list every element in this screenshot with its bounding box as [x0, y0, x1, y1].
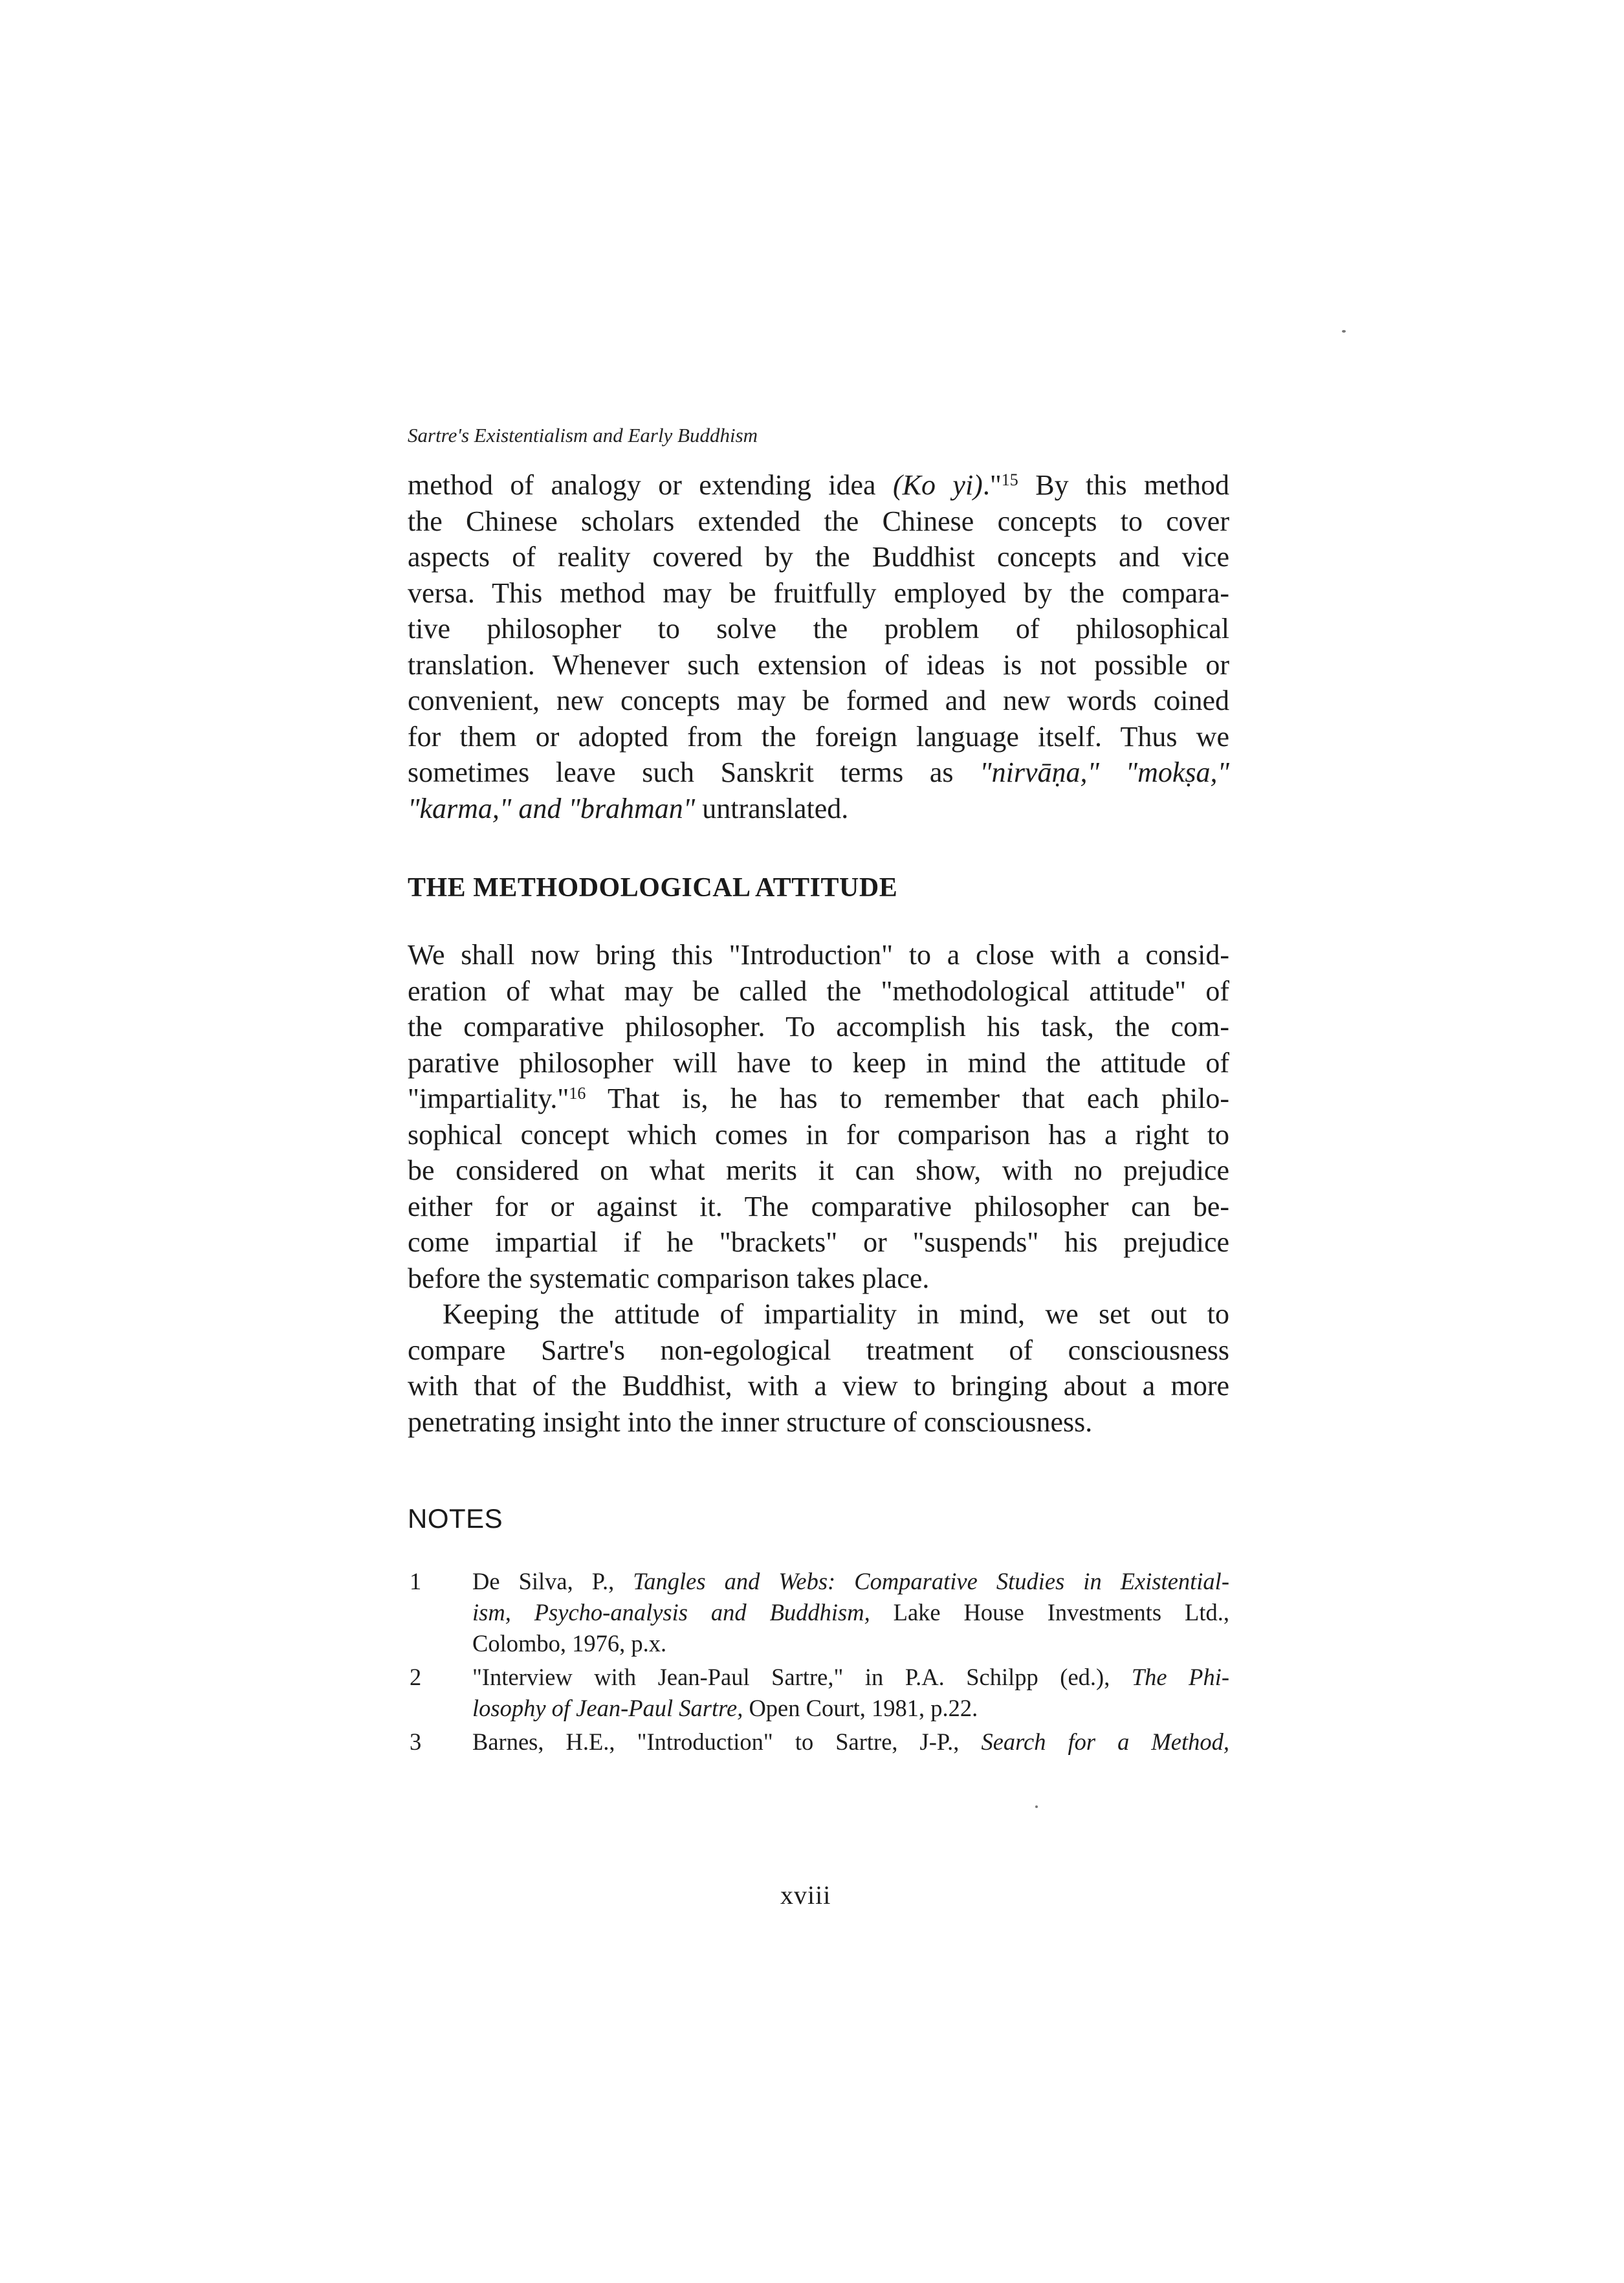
note-body: [472, 1566, 1229, 1659]
note-line: De Silva, P., Tangles and Webs: Comparative Studies in Existential-: [472, 1568, 1229, 1594]
notes-list: [408, 1566, 1229, 1760]
note-item: [408, 1566, 1229, 1659]
text-line: method of analogy or extending idea (Ko yi)."$^{15}$ By this method: [408, 469, 1229, 501]
text-line: come impartial if he "brackets" or "suspends" his prejudice: [408, 1226, 1229, 1258]
note-line: Barnes, H.E., "Introduction" to Sartre, J-P., Search for a Method,: [472, 1728, 1230, 1755]
scan-speck: [1035, 1805, 1038, 1808]
paragraph-methodological-attitude: [408, 937, 1229, 1296]
note-line: "Interview with Jean-Paul Sartre," in P.A. Schilpp (ed.), The Phi-: [472, 1664, 1230, 1690]
text-line: the Chinese scholars extended the Chinese concepts to cover: [408, 505, 1229, 537]
page-number: xviii: [780, 1880, 831, 1910]
text-line: sometimes leave such Sanskrit terms as "nirvāṇa," "mokṣa,": [408, 756, 1229, 788]
text-line: parative philosopher will have to keep in mind the attitude of: [408, 1046, 1229, 1079]
running-head: Sartre's Existentialism and Early Buddhism: [408, 424, 758, 447]
text-line: the comparative philosopher. To accomplish his task, the com-: [408, 1011, 1229, 1042]
text-line: "karma," and "brahman" untranslated.: [408, 792, 849, 824]
note-item: [408, 1662, 1229, 1724]
text-line: with that of the Buddhist, with a view to bringing about a more: [408, 1370, 1229, 1402]
note-item: [408, 1726, 1229, 1758]
text-line: tive philosopher to solve the problem of philosophical: [408, 613, 1229, 645]
text-line: be considered on what merits it can show, with no prejudice: [408, 1154, 1229, 1186]
footnote-ref-15[interactable]: 15: [1001, 470, 1018, 489]
scan-speck: [1342, 330, 1346, 333]
text-line: before the systematic comparison takes place.: [408, 1262, 930, 1294]
note-number: 2: [410, 1664, 422, 1690]
notes-heading: NOTES: [408, 1503, 503, 1534]
text-line: either for or against it. The comparative philosopher can be-: [408, 1190, 1229, 1222]
text-line: eration of what may be called the "methodological attitude" of: [408, 975, 1229, 1007]
text-line: Keeping the attitude of impartiality in mind, we set out to: [443, 1298, 1229, 1330]
text-line: penetrating insight into the inner structure of consciousness.: [408, 1406, 1093, 1438]
paragraph-analogy-method: [408, 467, 1229, 826]
paragraph-impartiality: [408, 1296, 1229, 1440]
text-line: convenient, new concepts may be formed and new words coined: [408, 685, 1229, 716]
text-line: sophical concept which comes in for comparison has a right to: [408, 1118, 1229, 1151]
footnote-ref-16[interactable]: 16: [569, 1084, 586, 1103]
text-line: compare Sartre's non-egological treatment of consciousness: [408, 1334, 1229, 1366]
text-line: versa. This method may be fruitfully employed by the compara-: [408, 577, 1229, 609]
note-number: 1: [410, 1568, 422, 1594]
note-line: losophy of Jean-Paul Sartre, Open Court, 1981, p.22.: [472, 1695, 978, 1721]
text-line: We shall now bring this "Introduction" to a close with a consid-: [408, 939, 1229, 971]
note-line: ism, Psycho-analysis and Buddhism, Lake House Investments Ltd.,: [472, 1599, 1229, 1626]
note-body: [472, 1662, 1229, 1724]
note-number: 3: [410, 1728, 422, 1755]
section-heading: THE METHODOLOGICAL ATTITUDE: [408, 873, 898, 903]
text-line: translation. Whenever such extension of ideas is not possible or: [408, 648, 1229, 681]
text-line: "impartiality."$^{16}$ That is, he has to remember that each philo-: [408, 1083, 1229, 1114]
text-line: aspects of reality covered by the Buddhist concepts and vice: [408, 541, 1229, 573]
note-body: [472, 1726, 1229, 1758]
note-line: Colombo, 1976, p.x.: [472, 1630, 667, 1657]
text-line: for them or adopted from the foreign language itself. Thus we: [408, 720, 1229, 753]
